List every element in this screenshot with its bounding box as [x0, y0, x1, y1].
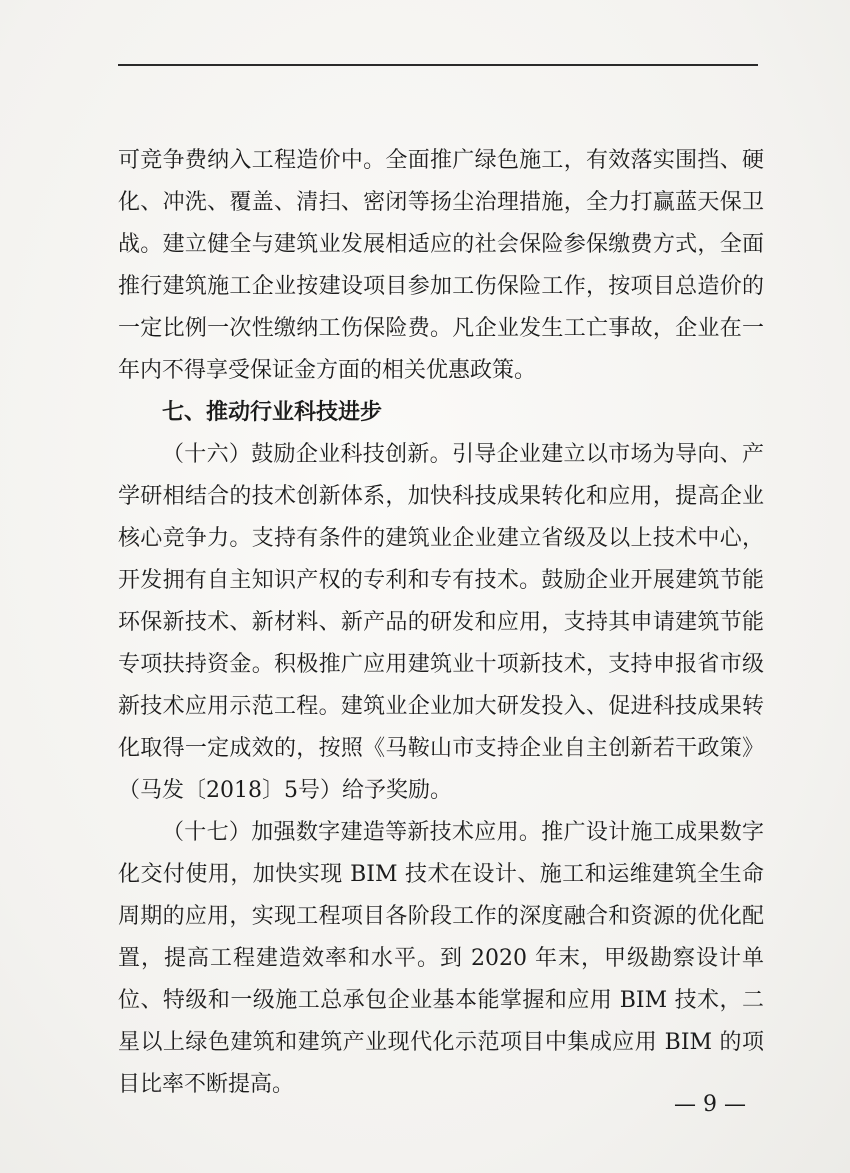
paragraph-continuation: 可竞争费纳入工程造价中。全面推广绿色施工，有效落实围挡、硬化、冲洗、覆盖、清扫、密闭等扬尘治理措施，全力打赢蓝天保卫战。建立健全与建筑业发展相适应的社会保险参保缴费方式，全面推行建筑施工企业按建设项目参加工伤保险工作，按项目总造价的一定比例一次性缴纳工伤保险费。凡企业发生工亡事故，企业在一年内不得享受保证金方面的相关优惠政策。 [118, 148, 764, 383]
header-rule [118, 64, 758, 66]
body-text [118, 140, 764, 1106]
paragraph-item-16: （十六）鼓励企业科技创新。引导企业建立以市场为导向、产学研相结合的技术创新体系，加快科技成果转化和应用，提高企业核心竞争力。支持有条件的建筑业企业建立省级及以上技术中心，开发拥有自主知识产权的专利和专有技术。鼓励企业开展建筑节能环保新技术、新材料、新产品的研发和应用，支持其申请建筑节能专项扶持资金。积极推广应用建筑业十项新技术，支持申报省市级新技术应用示范工程。建筑业企业加大研发投入、促进科技成果转化取得一定成效的，按照《马鞍山市支持企业自主创新若干政策》（马发〔2018〕5号）给予奖励。 [118, 442, 764, 803]
paragraph-item-17: （十七）加强数字建造等新技术应用。推广设计施工成果数字化交付使用，加快实现 BIM 技术在设计、施工和运维建筑全生命周期的应用，实现工程项目各阶段工作的深度融合和资源的优化配置，提高工程建造效率和水平。到 2020 年末，甲级勘察设计单位、特级和一级施工总承包企业基本能掌握和应用 BIM 技术，二星以上绿色建筑和建筑产业现代化示范项目中集成应用 BIM 的项目比率不断提高。 [118, 820, 764, 1097]
section-heading: 七、推动行业科技进步 [162, 400, 383, 425]
page-number: — 9 — [674, 1092, 746, 1117]
